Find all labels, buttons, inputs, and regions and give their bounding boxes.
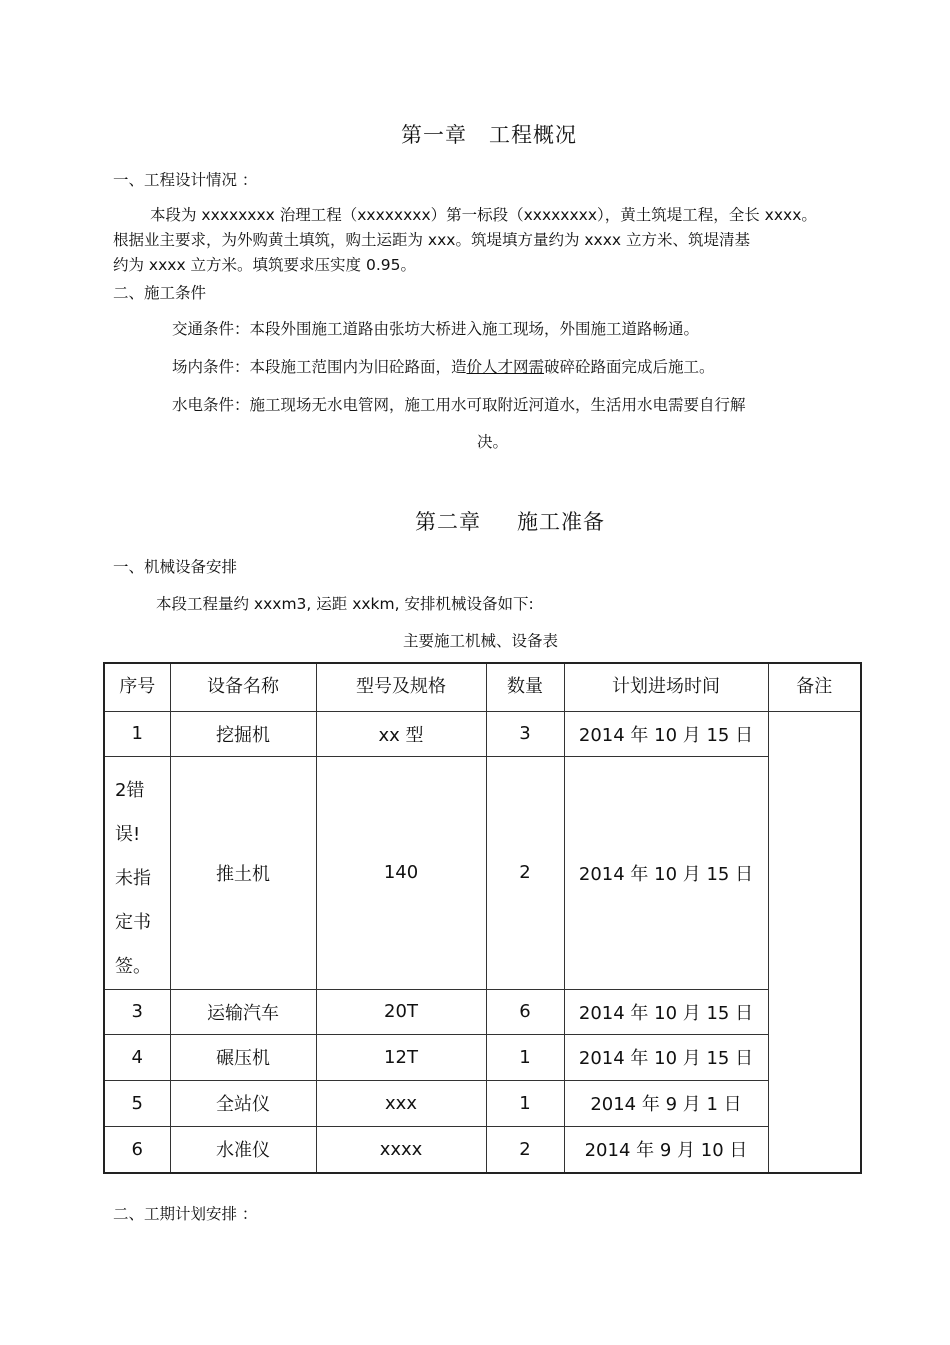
- section-conditions-heading: 二、施工条件: [113, 284, 207, 302]
- cell-index: 6: [104, 1126, 170, 1173]
- cell-index: 3: [104, 989, 170, 1034]
- cell-quantity: 2: [486, 1126, 564, 1173]
- table-row: [104, 1126, 861, 1173]
- cell-equipment-name: 运输汽车: [170, 989, 316, 1034]
- cell-remark-merged: [768, 711, 861, 1173]
- cell-equipment-name: 挖掘机: [170, 711, 316, 756]
- design-paragraph-line1: 本段为 xxxxxxxx 治理工程（xxxxxxxx）第一标段（xxxxxxxx），黄土筑堤工程，全长 xxxx。: [150, 206, 817, 224]
- section-design-heading: 一、工程设计情况 ：: [113, 171, 258, 189]
- chapter1-name: 工程概况: [489, 123, 577, 147]
- design-paragraph-line2: 根据业主要求，为外购黄土填筑，购土运距为 xxx。筑堤填方量约为 xxxx 立方米、筑堤清基: [113, 231, 750, 249]
- table-row: [104, 989, 861, 1034]
- traffic-condition: 交通条件：本段外围施工道路由张坊大桥进入施工现场，外围施工道路畅通。: [172, 320, 700, 338]
- machinery-intro: 本段工程量约 xxxm3, 运距 xxkm, 安排机械设备如下:: [156, 595, 534, 613]
- header-index: 序号: [104, 663, 170, 711]
- cell-model: 12T: [316, 1034, 486, 1080]
- site-condition: [172, 355, 715, 377]
- cell-entry-time: 2014 年 10 月 15 日: [564, 711, 768, 756]
- chapter1-number: 第一章: [401, 123, 467, 147]
- table-header-row: [104, 663, 861, 711]
- design-paragraph-line3: 约为 xxxx 立方米。填筑要求压实度 0.95。: [113, 256, 416, 274]
- cell-quantity: 6: [486, 989, 564, 1034]
- cell-model: 140: [316, 756, 486, 989]
- cell-quantity: 1: [486, 1080, 564, 1126]
- cell-index-line: 签。: [115, 955, 151, 977]
- cell-model: xxx: [316, 1080, 486, 1126]
- cell-index-line: 误!: [115, 823, 141, 845]
- cell-model: 20T: [316, 989, 486, 1034]
- chapter2-name: 施工准备: [517, 510, 605, 534]
- header-remark: 备注: [768, 663, 861, 711]
- chapter2-title: [415, 506, 605, 536]
- utility-condition-line2: 决。: [477, 433, 509, 451]
- cell-quantity: 3: [486, 711, 564, 756]
- chapter1-title: [401, 119, 577, 149]
- cell-entry-time: 2014 年 9 月 1 日: [564, 1080, 768, 1126]
- cell-index-line: 未指: [115, 867, 151, 889]
- cell-index-line: 定书: [115, 911, 151, 933]
- site-condition-link: 价人才网需: [466, 358, 545, 376]
- table-row: [104, 1080, 861, 1126]
- cell-quantity: 1: [486, 1034, 564, 1080]
- cell-model: xx 型: [316, 711, 486, 756]
- site-condition-suffix: 破碎砼路面完成后施工。: [544, 358, 715, 376]
- equipment-table: [103, 662, 862, 1174]
- header-equipment-name: 设备名称: [170, 663, 316, 711]
- cell-quantity: 2: [486, 756, 564, 989]
- chapter2-number: 第二章: [415, 510, 481, 534]
- header-quantity: 数量: [486, 663, 564, 711]
- table-caption: 主要施工机械、设备表: [403, 632, 559, 650]
- cell-equipment-name: 推土机: [170, 756, 316, 989]
- cell-entry-time: 2014 年 10 月 15 日: [564, 989, 768, 1034]
- table-row: [104, 756, 861, 989]
- table-row: [104, 1034, 861, 1080]
- cell-entry-time: 2014 年 10 月 15 日: [564, 756, 768, 989]
- cell-index: 1: [104, 711, 170, 756]
- cell-equipment-name: 水准仪: [170, 1126, 316, 1173]
- section-schedule-heading: 二、工期计划安排 ：: [113, 1205, 258, 1223]
- cell-equipment-name: 全站仪: [170, 1080, 316, 1126]
- cell-entry-time: 2014 年 10 月 15 日: [564, 1034, 768, 1080]
- header-entry-time: 计划进场时间: [564, 663, 768, 711]
- cell-index-line: 2错: [115, 779, 145, 801]
- cell-entry-time: 2014 年 9 月 10 日: [564, 1126, 768, 1173]
- header-model: 型号及规格: [316, 663, 486, 711]
- utility-condition-line1: 水电条件：施工现场无水电管网，施工用水可取附近河道水，生活用水电需要自行解: [172, 396, 746, 414]
- table-row: [104, 711, 861, 756]
- cell-model: xxxx: [316, 1126, 486, 1173]
- section-machinery-heading: 一、机械设备安排: [113, 558, 238, 576]
- site-condition-prefix: 场内条件：本段施工范围内为旧砼路面，造: [172, 358, 467, 376]
- cell-equipment-name: 碾压机: [170, 1034, 316, 1080]
- cell-index: 5: [104, 1080, 170, 1126]
- cell-index: 4: [104, 1034, 170, 1080]
- cell-index-error: [104, 756, 170, 989]
